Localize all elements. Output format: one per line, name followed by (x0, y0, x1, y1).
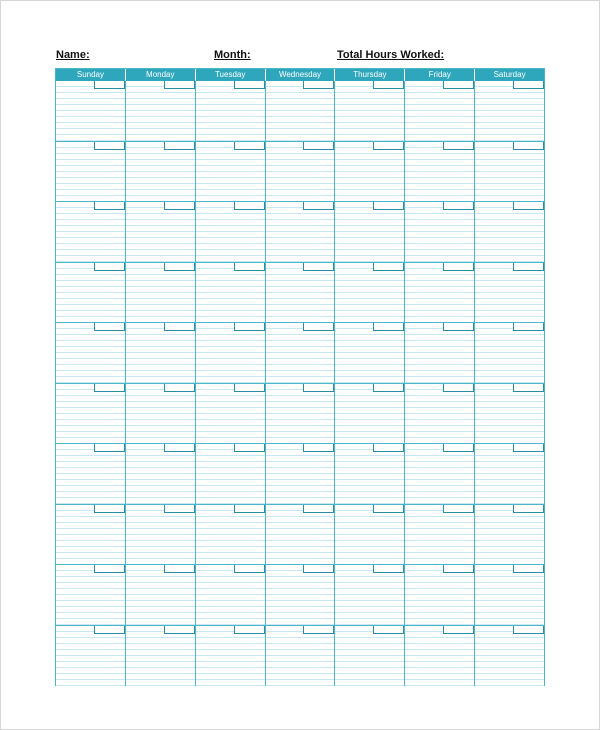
day-cell[interactable] (335, 142, 405, 202)
date-box[interactable] (234, 626, 265, 634)
day-cell[interactable] (266, 323, 336, 383)
date-box[interactable] (443, 263, 474, 271)
day-cell[interactable] (126, 384, 196, 444)
timesheet-header (0, 49, 600, 65)
date-box[interactable] (234, 384, 265, 392)
day-cell[interactable] (266, 202, 336, 262)
day-cell[interactable] (56, 142, 126, 202)
date-box[interactable] (303, 81, 334, 89)
weekday-tuesday: Tuesday (196, 69, 266, 81)
week-row (56, 505, 544, 566)
day-cell[interactable] (56, 505, 126, 565)
weekday-friday: Friday (405, 69, 475, 81)
day-cell[interactable] (475, 444, 544, 504)
date-box[interactable] (234, 142, 265, 150)
date-box[interactable] (234, 565, 265, 573)
day-cell[interactable] (405, 384, 475, 444)
day-cell[interactable] (126, 626, 196, 687)
day-cell[interactable] (335, 505, 405, 565)
week-row (56, 81, 544, 142)
day-cell[interactable] (405, 323, 475, 383)
date-box[interactable] (303, 565, 334, 573)
day-cell[interactable] (266, 142, 336, 202)
day-cell[interactable] (405, 565, 475, 625)
day-cell[interactable] (405, 505, 475, 565)
day-cell[interactable] (475, 142, 544, 202)
date-box[interactable] (94, 263, 125, 271)
date-box[interactable] (443, 384, 474, 392)
date-box[interactable] (164, 505, 195, 513)
date-box[interactable] (303, 202, 334, 210)
date-box[interactable] (443, 565, 474, 573)
date-box[interactable] (303, 384, 334, 392)
date-box[interactable] (94, 323, 125, 331)
day-cell[interactable] (196, 323, 266, 383)
date-box[interactable] (94, 142, 125, 150)
date-box[interactable] (373, 202, 404, 210)
day-cell[interactable] (126, 444, 196, 504)
weekday-wednesday: Wednesday (266, 69, 336, 81)
date-box[interactable] (513, 142, 544, 150)
date-box[interactable] (373, 626, 404, 634)
day-cell[interactable] (126, 565, 196, 625)
week-row (56, 565, 544, 626)
date-box[interactable] (513, 444, 544, 452)
date-box[interactable] (303, 323, 334, 331)
day-cell[interactable] (475, 202, 544, 262)
weekday-saturday: Saturday (493, 70, 526, 79)
week-row (56, 626, 544, 687)
weekday-header-row (56, 69, 544, 81)
date-box[interactable] (94, 202, 125, 210)
day-cell[interactable] (56, 565, 126, 625)
date-box[interactable] (164, 444, 195, 452)
day-cell[interactable] (405, 81, 475, 141)
week-row (56, 323, 544, 384)
day-cell[interactable] (196, 626, 266, 687)
day-cell[interactable] (475, 505, 544, 565)
day-cell[interactable] (335, 626, 405, 687)
date-box[interactable] (164, 323, 195, 331)
date-box[interactable] (303, 444, 334, 452)
date-box[interactable] (94, 384, 125, 392)
week-row (56, 202, 544, 263)
total-hours-label: Total Hours Worked: (337, 49, 445, 61)
day-cell[interactable] (266, 444, 336, 504)
date-box[interactable] (513, 384, 544, 392)
date-box[interactable] (164, 384, 195, 392)
date-box[interactable] (303, 263, 334, 271)
day-cell[interactable] (475, 626, 544, 687)
name-label: Name: (56, 49, 90, 61)
day-cell[interactable] (196, 202, 266, 262)
weekday-monday: Monday (126, 69, 196, 81)
day-cell[interactable] (335, 323, 405, 383)
day-cell[interactable] (56, 81, 126, 141)
day-cell[interactable] (405, 263, 475, 323)
calendar-grid (55, 68, 545, 686)
week-row (56, 384, 544, 445)
day-cell[interactable] (56, 384, 126, 444)
day-cell[interactable] (126, 263, 196, 323)
day-cell[interactable] (405, 444, 475, 504)
day-cell[interactable] (126, 142, 196, 202)
month-label: Month: (214, 49, 251, 61)
date-box[interactable] (443, 202, 474, 210)
day-cell[interactable] (56, 626, 126, 687)
date-box[interactable] (164, 626, 195, 634)
day-cell[interactable] (405, 142, 475, 202)
date-box[interactable] (443, 323, 474, 331)
day-cell[interactable] (196, 263, 266, 323)
day-cell[interactable] (56, 444, 126, 504)
weeks-container (56, 81, 544, 686)
day-cell[interactable] (475, 81, 544, 141)
day-cell[interactable] (56, 263, 126, 323)
day-cell[interactable] (196, 565, 266, 625)
day-cell[interactable] (405, 626, 475, 687)
day-cell[interactable] (56, 323, 126, 383)
day-cell[interactable] (126, 81, 196, 141)
date-box[interactable] (513, 81, 544, 89)
date-box[interactable] (513, 626, 544, 634)
day-cell[interactable] (126, 505, 196, 565)
day-cell[interactable] (266, 565, 336, 625)
date-box[interactable] (513, 263, 544, 271)
date-box[interactable] (443, 505, 474, 513)
week-row (56, 142, 544, 203)
date-box[interactable] (234, 202, 265, 210)
date-box[interactable] (164, 142, 195, 150)
weekday-sunday: Sunday (56, 69, 126, 81)
date-box[interactable] (513, 202, 544, 210)
date-box[interactable] (303, 505, 334, 513)
day-cell[interactable] (266, 384, 336, 444)
day-cell[interactable] (475, 263, 544, 323)
date-box[interactable] (373, 263, 404, 271)
date-box[interactable] (94, 81, 125, 89)
day-cell[interactable] (335, 202, 405, 262)
day-cell[interactable] (196, 142, 266, 202)
day-cell[interactable] (335, 263, 405, 323)
day-cell[interactable] (266, 263, 336, 323)
day-cell[interactable] (335, 565, 405, 625)
day-cell[interactable] (196, 81, 266, 141)
day-cell[interactable] (196, 444, 266, 504)
day-cell[interactable] (335, 81, 405, 141)
date-box[interactable] (303, 142, 334, 150)
day-cell[interactable] (196, 384, 266, 444)
date-box[interactable] (234, 505, 265, 513)
date-box[interactable] (234, 81, 265, 89)
date-box[interactable] (373, 384, 404, 392)
date-box[interactable] (443, 626, 474, 634)
day-cell[interactable] (126, 202, 196, 262)
day-cell[interactable] (475, 384, 544, 444)
date-box[interactable] (94, 444, 125, 452)
day-cell[interactable] (335, 384, 405, 444)
date-box[interactable] (373, 505, 404, 513)
day-cell[interactable] (475, 323, 544, 383)
date-box[interactable] (303, 626, 334, 634)
date-box[interactable] (443, 81, 474, 89)
day-cell[interactable] (405, 202, 475, 262)
week-row (56, 444, 544, 505)
day-cell[interactable] (266, 81, 336, 141)
date-box[interactable] (164, 263, 195, 271)
date-box[interactable] (443, 444, 474, 452)
date-box[interactable] (164, 202, 195, 210)
date-box[interactable] (373, 444, 404, 452)
day-cell[interactable] (335, 444, 405, 504)
date-box[interactable] (94, 565, 125, 573)
date-box[interactable] (373, 323, 404, 331)
date-box[interactable] (234, 444, 265, 452)
date-box[interactable] (513, 565, 544, 573)
day-cell[interactable] (266, 505, 336, 565)
day-cell[interactable] (266, 626, 336, 687)
date-box[interactable] (94, 626, 125, 634)
week-row (56, 263, 544, 324)
date-box[interactable] (373, 142, 404, 150)
date-box[interactable] (94, 505, 125, 513)
date-box[interactable] (513, 505, 544, 513)
day-cell[interactable] (196, 505, 266, 565)
date-box[interactable] (164, 565, 195, 573)
day-cell[interactable] (56, 202, 126, 262)
weekday-thursday: Thursday (335, 69, 405, 81)
date-box[interactable] (443, 142, 474, 150)
date-box[interactable] (373, 81, 404, 89)
date-box[interactable] (373, 565, 404, 573)
date-box[interactable] (513, 323, 544, 331)
day-cell[interactable] (126, 323, 196, 383)
date-box[interactable] (234, 323, 265, 331)
day-cell[interactable] (475, 565, 544, 625)
date-box[interactable] (164, 81, 195, 89)
date-box[interactable] (234, 263, 265, 271)
